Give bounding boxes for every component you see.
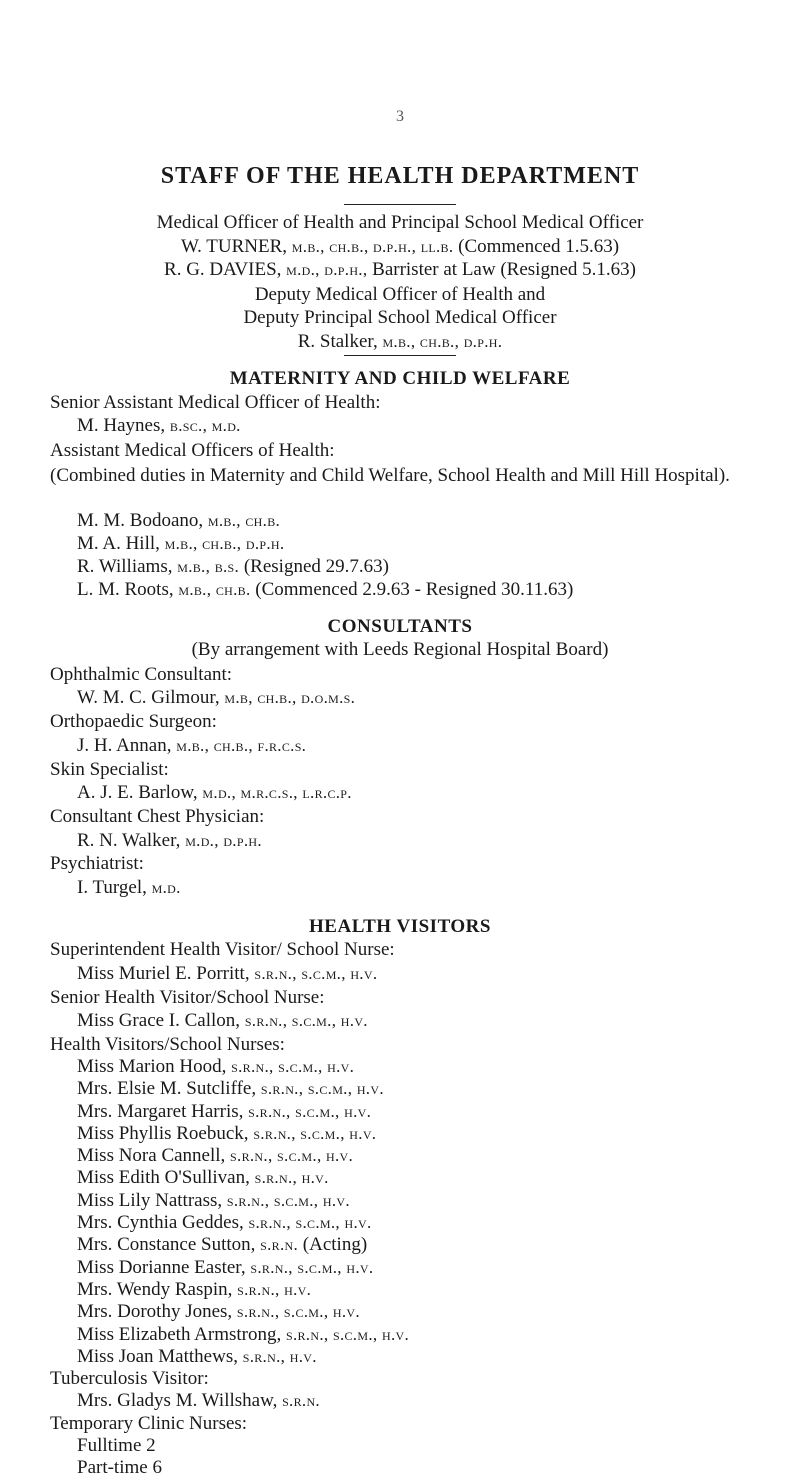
section-heading-maternity: MATERNITY AND CHILD WELFARE bbox=[229, 368, 571, 389]
staff-entry-barlow: A. J. E. Barlow, m.d., m.r.c.s., l.r.c.p. bbox=[77, 782, 352, 803]
list-item: Miss Phyllis Roebuck, s.r.n., s.c.m., h.v. bbox=[77, 1123, 377, 1144]
consultants-subheading: (By arrangement with Leeds Regional Hospital Board) bbox=[191, 639, 609, 660]
role-label-chest: Consultant Chest Physician: bbox=[50, 806, 265, 827]
page-title: STAFF OF THE HEALTH DEPARTMENT bbox=[160, 163, 640, 189]
role-label-senior-hv: Senior Health Visitor/School Nurse: bbox=[50, 987, 325, 1008]
staff-entry-porritt: Miss Muriel E. Porritt, s.r.n., s.c.m., h.v. bbox=[77, 963, 378, 984]
list-item: Mrs. Margaret Harris, s.r.n., s.c.m., h.v. bbox=[77, 1101, 372, 1122]
list-item: Miss Elizabeth Armstrong, s.r.n., s.c.m., h.v. bbox=[77, 1324, 410, 1345]
list-item: Mrs. Elsie M. Sutcliffe, s.r.n., s.c.m., h.v. bbox=[77, 1078, 384, 1099]
divider bbox=[344, 204, 456, 205]
role-label-amoh: Assistant Medical Officers of Health: bbox=[50, 440, 335, 461]
moh-heading: Medical Officer of Health and Principal School Medical Officer bbox=[156, 212, 644, 233]
role-label-ophthalmic: Ophthalmic Consultant: bbox=[50, 664, 233, 685]
role-label-temporary: Temporary Clinic Nurses: bbox=[50, 1413, 248, 1434]
temporary-parttime: Part-time 6 bbox=[77, 1457, 162, 1478]
staff-entry-roots: L. M. Roots, m.b., ch.b. (Commenced 2.9.63 - Resigned 30.11.63) bbox=[77, 579, 574, 600]
staff-entry-willshaw: Mrs. Gladys M. Willshaw, s.r.n. bbox=[77, 1390, 320, 1411]
staff-entry-hill: M. A. Hill, m.b., ch.b., d.p.h. bbox=[77, 533, 285, 554]
combined-duties-note: (Combined duties in Maternity and Child Welfare, School Health and Mill Hill Hospital). bbox=[50, 465, 730, 486]
list-item: Miss Lily Nattrass, s.r.n., s.c.m., h.v. bbox=[77, 1190, 350, 1211]
list-item: Miss Marion Hood, s.r.n., s.c.m., h.v. bbox=[77, 1056, 355, 1077]
staff-entry-annan: J. H. Annan, m.b., ch.b., f.r.c.s. bbox=[77, 735, 307, 756]
staff-entry-bodoano: M. M. Bodoano, m.b., ch.b. bbox=[77, 510, 281, 531]
deputy-heading-line2: Deputy Principal School Medical Officer bbox=[243, 307, 557, 328]
section-heading-health-visitors: HEALTH VISITORS bbox=[309, 916, 491, 937]
list-item: Mrs. Dorothy Jones, s.r.n., s.c.m., h.v. bbox=[77, 1301, 360, 1322]
list-item: Miss Nora Cannell, s.r.n., s.c.m., h.v. bbox=[77, 1145, 354, 1166]
list-item: Mrs. Wendy Raspin, s.r.n., h.v. bbox=[77, 1279, 312, 1300]
staff-entry-haynes: M. Haynes, b.sc., m.d. bbox=[77, 415, 241, 436]
staff-entry-davies: R. G. DAVIES, m.d., d.p.h., Barrister at Law (Resigned 5.1.63) bbox=[164, 259, 636, 280]
list-item: Mrs. Cynthia Geddes, s.r.n., s.c.m., h.v. bbox=[77, 1212, 372, 1233]
role-label-tuberculosis: Tuberculosis Visitor: bbox=[50, 1368, 209, 1389]
role-label-superintendent: Superintendent Health Visitor/ School Nurse: bbox=[50, 939, 395, 960]
staff-entry-walker: R. N. Walker, m.d., d.p.h. bbox=[77, 830, 262, 851]
section-heading-consultants: CONSULTANTS bbox=[327, 616, 473, 637]
staff-entry-williams: R. Williams, m.b., b.s. (Resigned 29.7.63) bbox=[77, 556, 389, 577]
divider bbox=[344, 355, 456, 356]
role-label-health-visitors: Health Visitors/School Nurses: bbox=[50, 1034, 285, 1055]
deputy-heading-line1: Deputy Medical Officer of Health and bbox=[254, 284, 546, 305]
staff-entry-gilmour: W. M. C. Gilmour, m.b, ch.b., d.o.m.s. bbox=[77, 687, 356, 708]
list-item: Miss Dorianne Easter, s.r.n., s.c.m., h.v. bbox=[77, 1257, 374, 1278]
list-item: Miss Edith O'Sullivan, s.r.n., h.v. bbox=[77, 1167, 329, 1188]
role-label-senior-amoh: Senior Assistant Medical Officer of Health: bbox=[50, 392, 381, 413]
role-label-skin: Skin Specialist: bbox=[50, 759, 169, 780]
page-number: 3 bbox=[396, 108, 404, 125]
staff-entry-callon: Miss Grace I. Callon, s.r.n., s.c.m., h.v. bbox=[77, 1010, 368, 1031]
staff-entry-turgel: I. Turgel, m.d. bbox=[77, 877, 181, 898]
list-item: Miss Joan Matthews, s.r.n., h.v. bbox=[77, 1346, 317, 1367]
staff-entry-turner: W. TURNER, m.b., ch.b., d.p.h., ll.b. (Commenced 1.5.63) bbox=[180, 236, 620, 257]
role-label-psychiatrist: Psychiatrist: bbox=[50, 853, 144, 874]
staff-entry-stalker: R. Stalker, m.b., ch.b., d.p.h. bbox=[297, 331, 503, 352]
list-item: Mrs. Constance Sutton, s.r.n. (Acting) bbox=[77, 1234, 368, 1255]
role-label-orthopaedic: Orthopaedic Surgeon: bbox=[50, 711, 217, 732]
temporary-fulltime: Fulltime 2 bbox=[77, 1435, 156, 1456]
